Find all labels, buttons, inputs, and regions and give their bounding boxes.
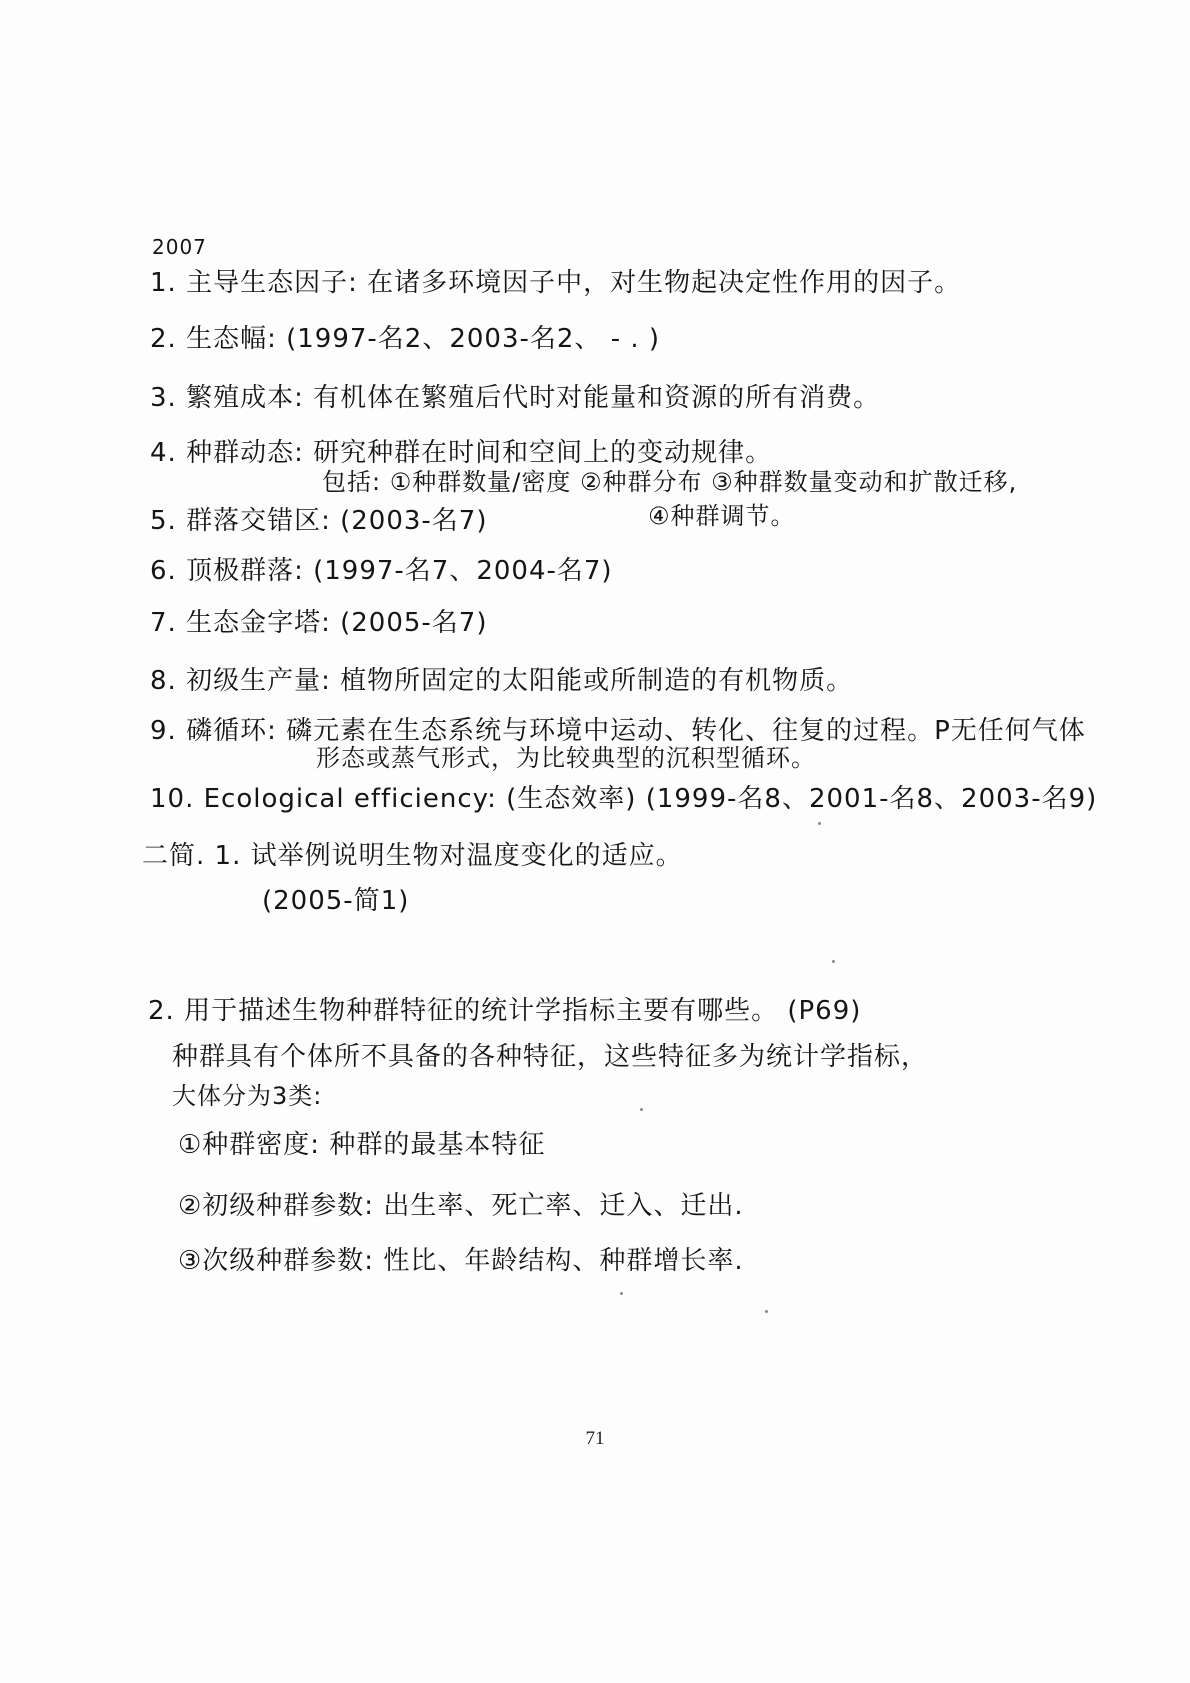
term-6: 6. 顶极群落: (1997-名7、2004-名7) [150, 556, 613, 586]
term-8: 8. 初级生产量: 植物所固定的太阳能或所制造的有机物质。 [150, 666, 854, 696]
term-1: 1. 主导生态因子: 在诸多环境因子中，对生物起决定性作用的因子。 [150, 268, 962, 298]
term-5: 5. 群落交错区: (2003-名7) [150, 506, 488, 536]
term-10: 10. Ecological efficiency: (生态效率) (1999-名8、2001-名8、2003-名9) [150, 784, 1098, 814]
term-9-detail: 形态或蒸气形式，为比较典型的沉积型循环。 [316, 744, 816, 772]
short-answer-2-line-2: 大体分为3类: [172, 1082, 323, 1110]
scan-speck [818, 822, 821, 825]
page-number: 71 [585, 1428, 605, 1449]
short-answer-1: 二简. 1. 试举例说明生物对温度变化的适应。 [142, 841, 683, 871]
scan-speck [832, 960, 835, 963]
term-3: 3. 繁殖成本: 有机体在繁殖后代时对能量和资源的所有消费。 [150, 383, 881, 413]
term-7: 7. 生态金字塔: (2005-名7) [150, 608, 488, 638]
term-4-detail-2: ④种群调节。 [648, 502, 796, 530]
term-9: 9. 磷循环: 磷元素在生态系统与环境中运动、转化、往复的过程。P无任何气体 [150, 716, 1086, 746]
term-4: 4. 种群动态: 研究种群在时间和空间上的变动规律。 [150, 438, 773, 468]
term-4-detail: 包括: ①种群数量/密度 ②种群分布 ③种群数量变动和扩散迁移, [322, 468, 1018, 496]
term-2: 2. 生态幅: (1997-名2、2003-名2、 - . ) [150, 324, 661, 354]
short-answer-1-ref: (2005-简1) [262, 886, 410, 916]
year-header: 2007 [152, 235, 207, 259]
scan-speck [640, 1108, 643, 1111]
scan-speck [765, 1310, 768, 1313]
short-answer-2-item-1: ①种群密度: 种群的最基本特征 [178, 1130, 546, 1160]
short-answer-2-line-1: 种群具有个体所不具备的各种特征，这些特征多为统计学指标， [172, 1042, 929, 1072]
short-answer-2-item-2: ②初级种群参数: 出生率、死亡率、迁入、迁出. [178, 1191, 744, 1221]
short-answer-2-item-3: ③次级种群参数: 性比、年龄结构、种群增长率. [178, 1246, 744, 1276]
short-answer-2: 2. 用于描述生物种群特征的统计学指标主要有哪些。 (P69) [148, 996, 862, 1026]
scan-speck [620, 1292, 623, 1295]
